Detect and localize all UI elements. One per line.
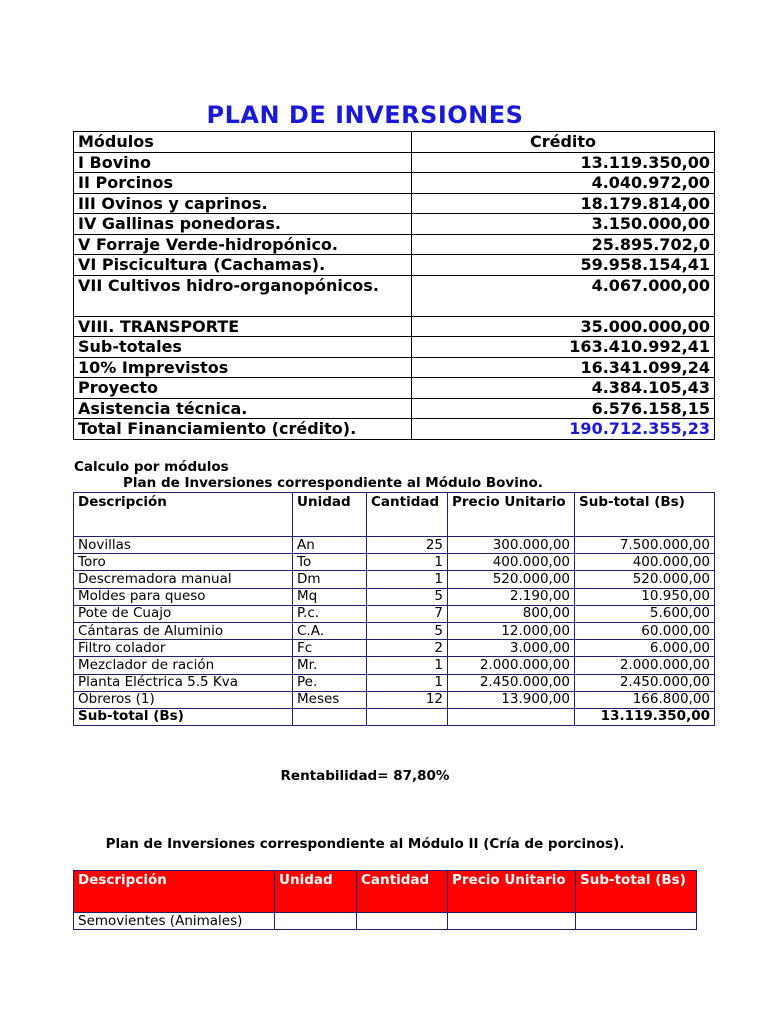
cell-sub: 60.000,00 [575,622,715,639]
cell-sub: 6.000,00 [575,640,715,657]
cell-desc: Filtro colador [74,640,293,657]
summary-value: 25.895.702,0 [412,234,715,255]
cell-desc: Toro [74,554,293,571]
header-descripcion: Descripción [74,871,275,913]
bovino-heading: Plan de Inversiones correspondiente al Módulo Bovino. [123,475,543,491]
summary-label: IV Gallinas ponedoras. [74,214,412,235]
header-cantidad: Cantidad [367,493,448,537]
cell-desc: Semovientes (Animales) [74,913,275,930]
porcinos-table [73,870,697,930]
cell-sub: 10.950,00 [575,588,715,605]
cell-unit: An [293,537,367,554]
header-subtotal: Sub-total (Bs) [576,871,697,913]
summary-value: 163.410.992,41 [412,337,715,358]
cell-desc: Moldes para queso [74,588,293,605]
summary-table [73,131,715,440]
summary-value: 4.040.972,00 [412,173,715,194]
summary-total-row [74,419,715,440]
header-precio: Precio Unitario [448,493,575,537]
cell-desc: Planta Eléctrica 5.5 Kva [74,674,293,691]
summary-label: II Porcinos [74,173,412,194]
cell-unit: Meses [293,691,367,708]
cell-price: 2.000.000,00 [448,657,575,674]
bovino-subtotal-row [74,708,715,725]
cell-qty: 1 [367,571,448,588]
rentabilidad-text: Rentabilidad= 87,80% [280,768,450,784]
summary-row [74,214,715,235]
cell-price: 300.000,00 [448,537,575,554]
cell-desc: Mezclador de ración [74,657,293,674]
header-unidad: Unidad [275,871,357,913]
summary-value: 59.958.154,41 [412,255,715,276]
table-row [74,691,715,708]
cell-sub: 7.500.000,00 [575,537,715,554]
subtotal-value: 13.119.350,00 [575,708,715,725]
cell-desc: Obreros (1) [74,691,293,708]
bovino-header-row [74,493,715,537]
empty-cell [367,708,448,725]
table-row [74,913,697,930]
cell-price: 3.000,00 [448,640,575,657]
table-row [74,605,715,622]
cell-price: 2.450.000,00 [448,674,575,691]
cell-price: 13.900,00 [448,691,575,708]
cell-price: 400.000,00 [448,554,575,571]
summary-row [74,398,715,419]
summary-row [74,255,715,276]
porcinos-header-row [74,871,697,913]
empty-cell [357,913,448,930]
table-row [74,588,715,605]
table-row [74,537,715,554]
cell-sub: 2.000.000,00 [575,657,715,674]
cell-qty: 25 [367,537,448,554]
page-title: PLAN DE INVERSIONES [206,101,524,129]
cell-sub: 520.000,00 [575,571,715,588]
cell-unit: P.c. [293,605,367,622]
summary-value: 35.000.000,00 [412,316,715,337]
summary-row [74,275,715,316]
cell-qty: 12 [367,691,448,708]
summary-header-modulos: Módulos [74,132,412,153]
summary-row [74,173,715,194]
summary-label: VII Cultivos hidro-organopónicos. [74,275,412,316]
summary-label: 10% Imprevistos [74,357,412,378]
header-cantidad: Cantidad [357,871,448,913]
cell-price: 520.000,00 [448,571,575,588]
summary-value: 16.341.099,24 [412,357,715,378]
summary-row [74,193,715,214]
cell-desc: Novillas [74,537,293,554]
cell-unit: To [293,554,367,571]
cell-qty: 5 [367,588,448,605]
summary-label: V Forraje Verde-hidropónico. [74,234,412,255]
cell-qty: 1 [367,554,448,571]
table-row [74,554,715,571]
empty-cell [448,913,576,930]
table-row [74,640,715,657]
table-row [74,674,715,691]
table-row [74,622,715,639]
summary-label: Proyecto [74,378,412,399]
summary-value: 3.150.000,00 [412,214,715,235]
summary-total-value: 190.712.355,23 [412,419,715,440]
empty-cell [275,913,357,930]
table-row [74,571,715,588]
summary-header-row [74,132,715,153]
summary-value: 18.179.814,00 [412,193,715,214]
cell-qty: 7 [367,605,448,622]
summary-label: VI Piscicultura (Cachamas). [74,255,412,276]
summary-label: VIII. TRANSPORTE [74,316,412,337]
summary-label: Asistencia técnica. [74,398,412,419]
summary-row [74,234,715,255]
summary-value: 6.576.158,15 [412,398,715,419]
cell-qty: 5 [367,622,448,639]
cell-price: 12.000,00 [448,622,575,639]
summary-total-label: Total Financiamiento (crédito). [74,419,412,440]
cell-qty: 2 [367,640,448,657]
calc-heading: Calculo por módulos [74,459,229,475]
cell-sub: 166.800,00 [575,691,715,708]
empty-cell [448,708,575,725]
empty-cell [576,913,697,930]
cell-sub: 5.600,00 [575,605,715,622]
cell-unit: Mr. [293,657,367,674]
cell-price: 800,00 [448,605,575,622]
cell-unit: Dm [293,571,367,588]
porcinos-heading: Plan de Inversiones correspondiente al Módulo II (Cría de porcinos). [105,836,625,852]
cell-sub: 400.000,00 [575,554,715,571]
subtotal-label: Sub-total (Bs) [74,708,293,725]
summary-row [74,152,715,173]
summary-label: Sub-totales [74,337,412,358]
summary-row [74,378,715,399]
cell-qty: 1 [367,674,448,691]
summary-header-credito: Crédito [412,132,715,153]
header-precio: Precio Unitario [448,871,576,913]
summary-label: III Ovinos y caprinos. [74,193,412,214]
bovino-table [73,492,715,726]
header-subtotal: Sub-total (Bs) [575,493,715,537]
cell-unit: Mq [293,588,367,605]
cell-sub: 2.450.000,00 [575,674,715,691]
cell-qty: 1 [367,657,448,674]
empty-cell [293,708,367,725]
cell-unit: Fc [293,640,367,657]
summary-label: I Bovino [74,152,412,173]
cell-desc: Descremadora manual [74,571,293,588]
cell-unit: Pe. [293,674,367,691]
cell-desc: Pote de Cuajo [74,605,293,622]
summary-row [74,357,715,378]
summary-value: 4.067.000,00 [412,275,715,316]
cell-unit: C.A. [293,622,367,639]
cell-price: 2.190,00 [448,588,575,605]
header-unidad: Unidad [293,493,367,537]
cell-desc: Cántaras de Aluminio [74,622,293,639]
summary-value: 13.119.350,00 [412,152,715,173]
summary-row [74,337,715,358]
table-row [74,657,715,674]
summary-value: 4.384.105,43 [412,378,715,399]
summary-row [74,316,715,337]
header-descripcion: Descripción [74,493,293,537]
